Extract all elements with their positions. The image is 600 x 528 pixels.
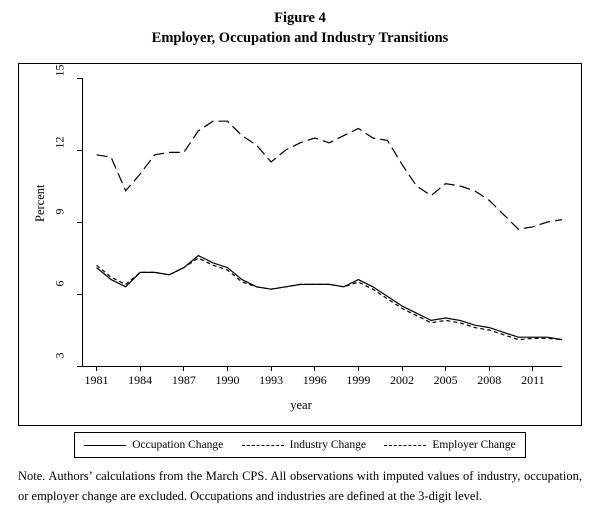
chart-frame: [18, 63, 582, 426]
legend-item-industry-change: [242, 439, 366, 451]
y-tick: [77, 366, 82, 367]
figure-subtitle: Employer, Occupation and Industry Transitions: [151, 30, 449, 46]
y-tick-label: 3: [52, 352, 67, 359]
x-tick-label: 2008: [477, 373, 502, 387]
y-tick: [77, 222, 82, 223]
x-tick: [140, 366, 141, 371]
series-line: [97, 121, 562, 229]
x-tick: [183, 366, 184, 371]
y-tick-label: 15: [52, 64, 67, 77]
y-tick: [77, 78, 82, 79]
x-tick-label: 2002: [390, 373, 414, 387]
y-tick: [77, 150, 82, 151]
series-line: [97, 256, 562, 340]
x-tick-label: 1981: [84, 373, 109, 387]
series-line: [97, 258, 562, 340]
x-tick: [532, 366, 533, 371]
legend-label: Industry Change: [289, 439, 366, 451]
legend-label: Employer Change: [432, 439, 516, 451]
legend-item-occupation-change: [84, 439, 223, 451]
x-tick-label: 1999: [346, 373, 371, 387]
x-tick: [314, 366, 315, 371]
figure-note: Note. Authors’ calculations from the March CPS. All observations with imputed values of industry, occupation, or employer change are excluded. Occupations and industries are defined at the 3-digit level.: [18, 469, 582, 503]
y-tick-label: 6: [52, 280, 67, 287]
x-tick-label: 1990: [215, 373, 240, 387]
figure-title-block: [0, 8, 600, 48]
legend-label: Occupation Change: [132, 439, 224, 451]
series-lines: [82, 78, 562, 366]
x-tick: [402, 366, 403, 371]
legend-swatch-dashed-icon: [384, 445, 426, 446]
x-axis-label: year: [290, 398, 312, 412]
x-tick: [227, 366, 228, 371]
y-tick-label: 12: [52, 136, 67, 149]
legend-item-employer-change: [384, 439, 515, 451]
x-tick-label: 1993: [259, 373, 284, 387]
x-tick: [489, 366, 490, 371]
x-tick-label: 1996: [302, 373, 327, 387]
x-tick: [445, 366, 446, 371]
y-tick: [77, 294, 82, 295]
plot-area: [82, 78, 562, 366]
x-tick: [358, 366, 359, 371]
x-tick: [96, 366, 97, 371]
legend-swatch-dotted-icon: [242, 445, 284, 446]
x-tick-label: 1987: [171, 373, 196, 387]
y-axis-label: Percent: [33, 184, 47, 222]
chart-legend: [74, 432, 526, 458]
x-tick: [271, 366, 272, 371]
y-tick-label: 9: [52, 208, 67, 215]
x-tick-label: 2011: [521, 373, 545, 387]
x-axis-line: [82, 366, 562, 367]
figure-number: Figure 4: [274, 10, 326, 26]
legend-swatch-solid-icon: [84, 445, 126, 446]
x-tick-label: 2005: [433, 373, 458, 387]
x-tick-label: 1984: [128, 373, 153, 387]
